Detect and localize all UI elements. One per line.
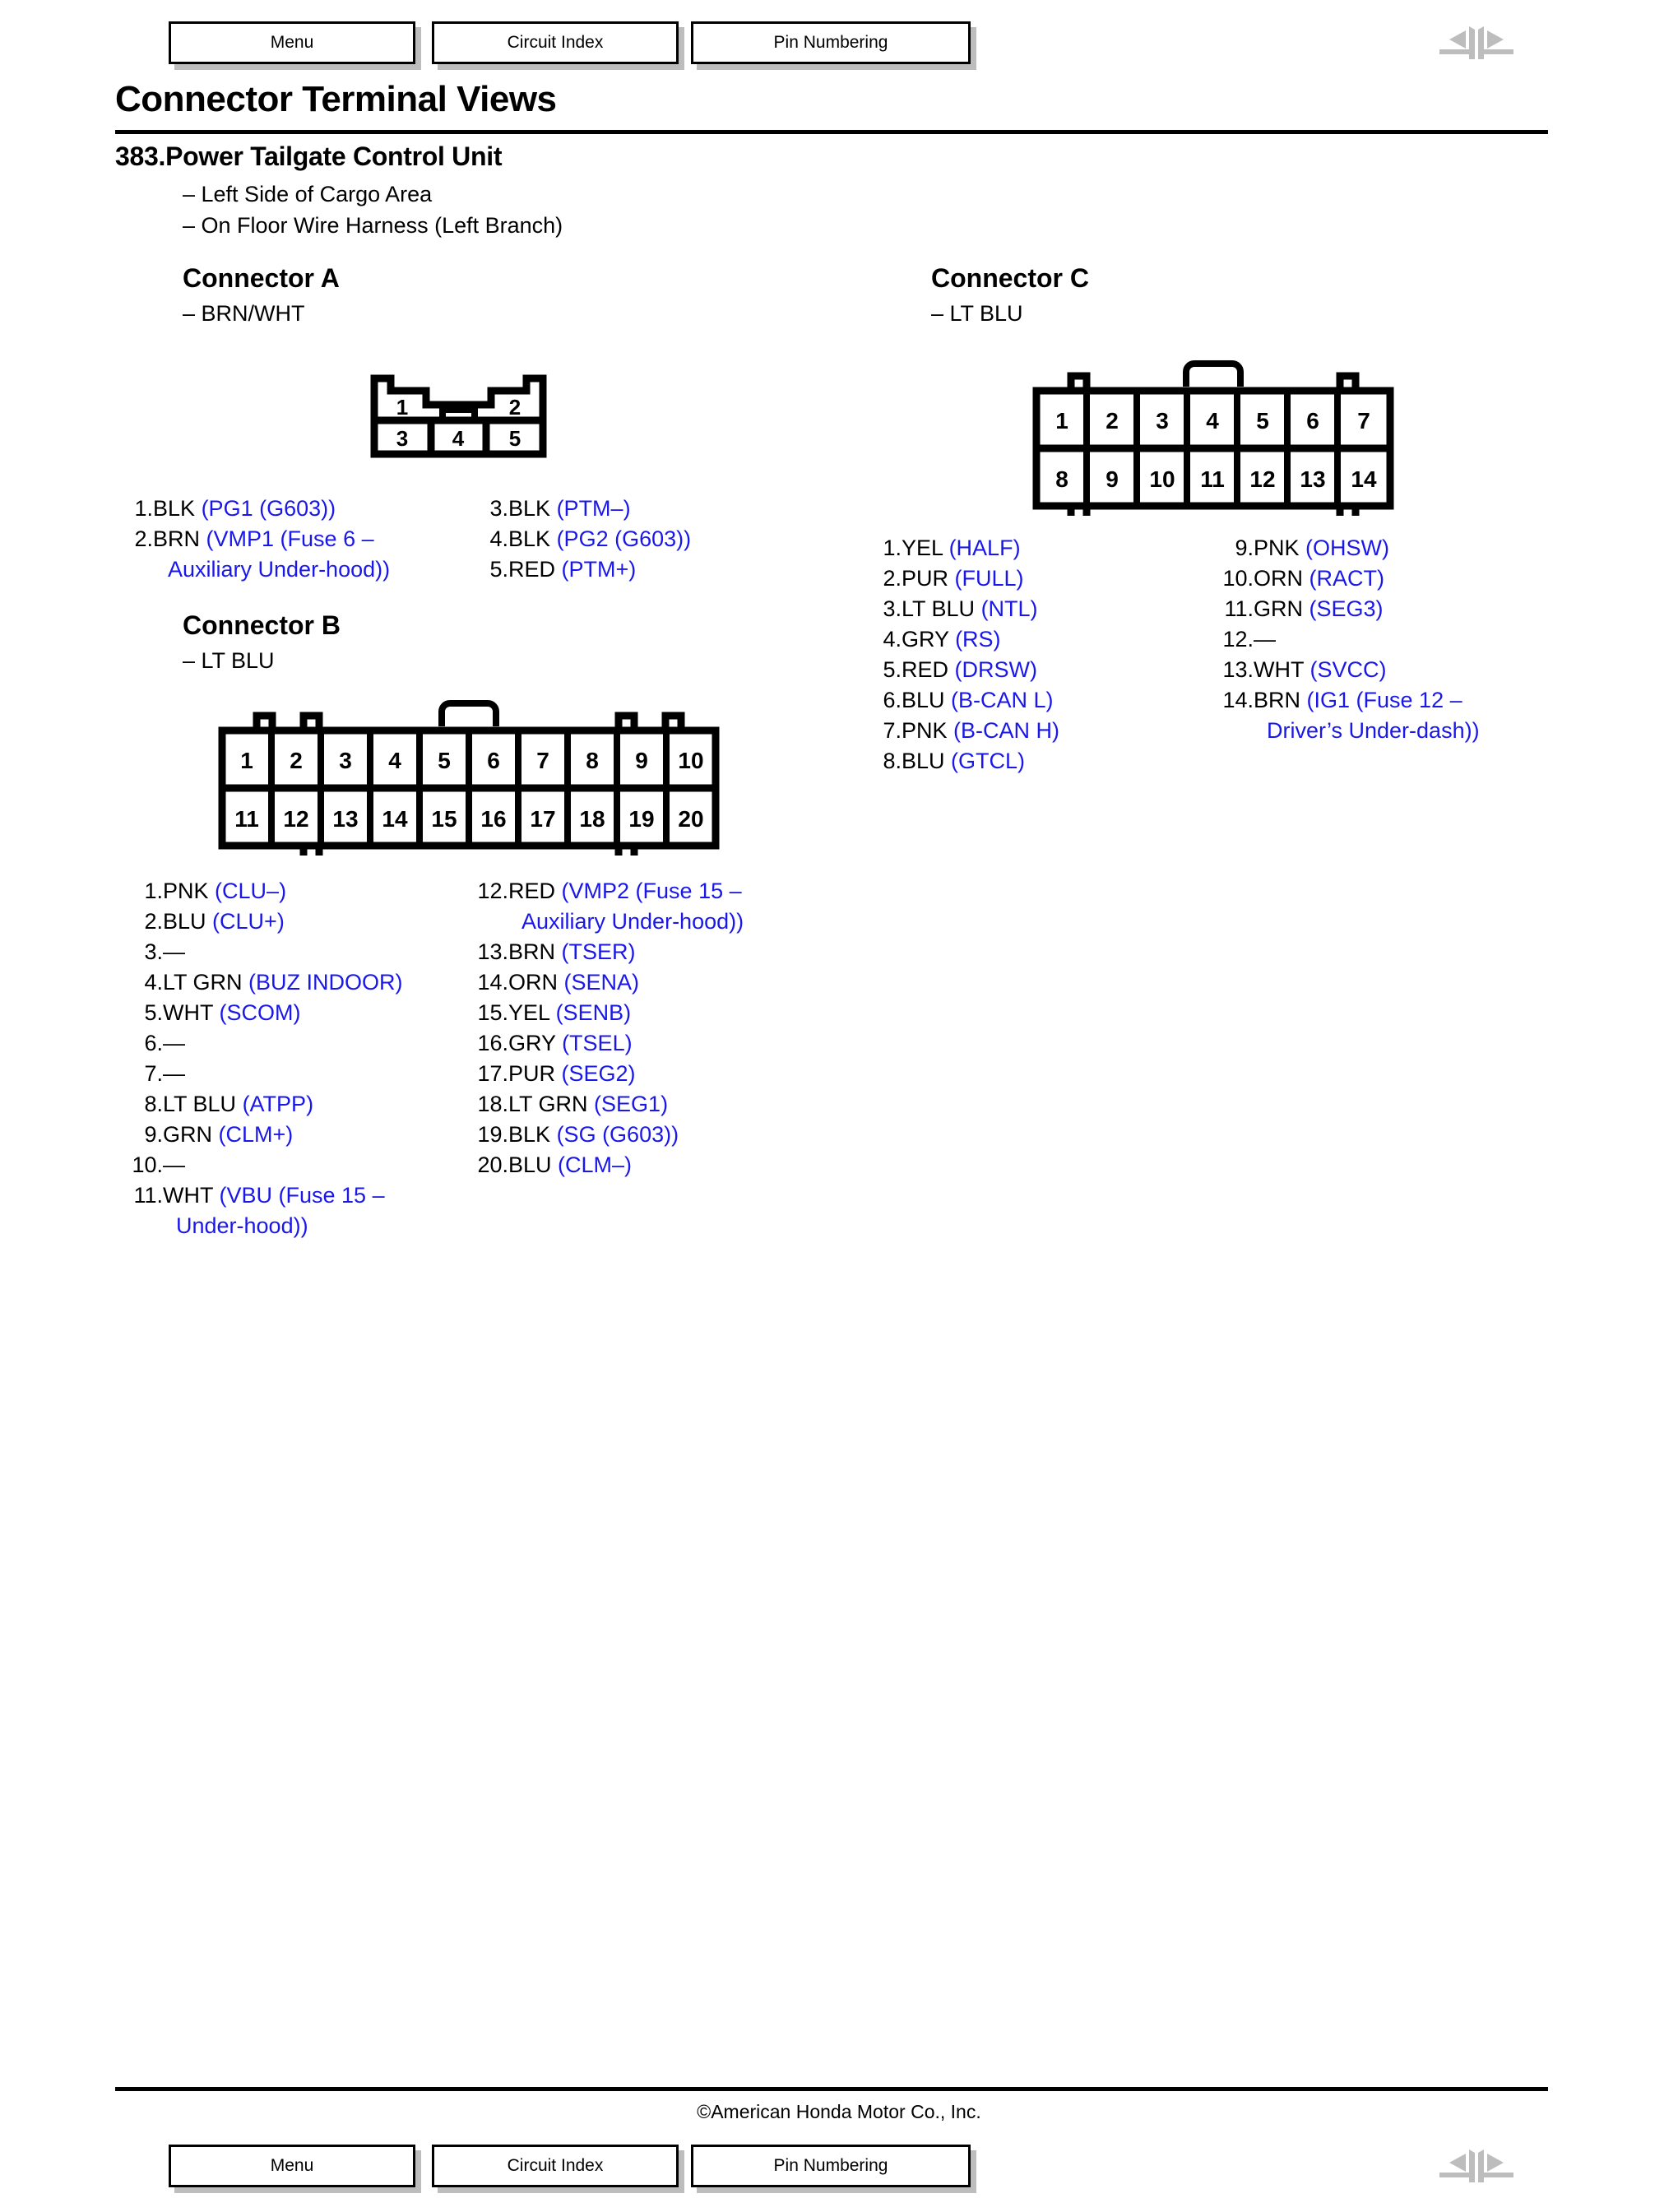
title-divider-rule xyxy=(115,130,1548,134)
pin-color: LT BLU xyxy=(902,596,976,621)
pin-signal: (SEG1) xyxy=(594,1092,669,1116)
pin-color: GRN xyxy=(163,1122,212,1147)
pin-signal-continued: Under-hood)) xyxy=(176,1213,308,1238)
pin-row xyxy=(125,1120,403,1150)
pin-signal: (HALF) xyxy=(948,536,1021,560)
pin-row xyxy=(130,524,390,585)
pin-signal: (SENB) xyxy=(555,1000,632,1025)
connector-b-terminal-diagram xyxy=(218,695,720,860)
pin-color: RED xyxy=(508,557,556,582)
pin-signal: (RS) xyxy=(955,627,1001,652)
pin-signal-continued: Driver’s Under-dash)) xyxy=(1267,718,1480,743)
bottom-navigation-bar xyxy=(0,2145,1678,2194)
pin-signal: (SVCC) xyxy=(1309,657,1387,682)
pin-cell-4: 4 xyxy=(388,748,401,773)
pin-cell-1: 1 xyxy=(1055,408,1068,434)
pin-row xyxy=(470,967,744,998)
pin-number: 1. xyxy=(144,879,163,903)
pin-cell-6: 6 xyxy=(1306,408,1319,434)
pin-row xyxy=(878,746,1059,777)
connector-a-color: – BRN/WHT xyxy=(183,301,305,326)
pin-signal: (PG1 (G603)) xyxy=(201,496,336,521)
pin-row xyxy=(1216,655,1480,685)
pin-row xyxy=(470,1059,744,1089)
next-page-arrow-icon xyxy=(1484,49,1513,54)
pin-cell-4: 4 xyxy=(452,426,465,451)
pin-cell-5: 5 xyxy=(438,748,451,773)
pin-color: PUR xyxy=(902,566,949,591)
pin-cell-3: 3 xyxy=(1156,408,1169,434)
pin-signal: (PTM+) xyxy=(561,557,637,582)
pin-color: — xyxy=(163,1152,185,1177)
circuit-index-button-top[interactable]: Circuit Index xyxy=(432,21,679,64)
pin-number: 6. xyxy=(144,1031,163,1055)
pin-cell-14: 14 xyxy=(382,806,408,832)
pin-number: 11. xyxy=(133,1183,163,1208)
pin-row xyxy=(125,937,403,967)
pin-number: 3. xyxy=(883,596,902,621)
pin-number: 8. xyxy=(144,1092,163,1116)
pin-cell-17: 17 xyxy=(530,806,556,832)
pin-color: BLU xyxy=(508,1152,552,1177)
pin-row xyxy=(878,533,1059,563)
pin-cell-2: 2 xyxy=(508,395,521,420)
pin-color: — xyxy=(1254,627,1276,652)
pin-cell-1: 1 xyxy=(396,395,409,420)
top-navigation-bar xyxy=(0,21,1678,71)
pin-color: BLK xyxy=(508,526,551,551)
pin-color: — xyxy=(163,1031,185,1055)
pin-cell-13: 13 xyxy=(332,806,359,832)
pin-row xyxy=(878,594,1059,624)
pin-numbering-button-bottom[interactable]: Pin Numbering xyxy=(691,2145,971,2187)
pin-number: 2. xyxy=(144,909,163,934)
connector-b-heading: Connector B xyxy=(183,610,341,640)
pin-number: 12. xyxy=(1222,627,1254,652)
pin-cell-7: 7 xyxy=(536,748,549,773)
pin-signal: (SCOM) xyxy=(219,1000,301,1025)
pin-numbering-button-top[interactable]: Pin Numbering xyxy=(691,21,971,64)
pin-signal: (SEG2) xyxy=(561,1061,636,1086)
pin-color: LT BLU xyxy=(163,1092,237,1116)
pin-cell-13: 13 xyxy=(1300,466,1326,492)
page-title: Connector Terminal Views xyxy=(115,79,557,119)
pin-number: 14. xyxy=(477,970,508,995)
pin-row xyxy=(125,1150,403,1180)
page-navigation-arrows-bottom[interactable] xyxy=(1431,2141,1530,2187)
pin-color: GRY xyxy=(902,627,949,652)
pin-row xyxy=(125,907,403,937)
previous-page-arrow-icon xyxy=(1439,49,1469,54)
pin-number: 4. xyxy=(883,627,902,652)
pin-color: BRN xyxy=(508,939,556,964)
connector-b-pinlist-left xyxy=(125,876,403,1241)
pin-number: 5. xyxy=(883,657,902,682)
menu-button-top[interactable]: Menu xyxy=(169,21,415,64)
pin-signal: (CLM+) xyxy=(218,1122,294,1147)
pin-cell-4: 4 xyxy=(1206,408,1219,434)
pin-cell-7: 7 xyxy=(1357,408,1370,434)
pin-signal: (ATPP) xyxy=(242,1092,314,1116)
pin-number: 9. xyxy=(1235,536,1254,560)
pin-number: 6. xyxy=(883,688,902,712)
pin-number: 4. xyxy=(489,526,508,551)
pin-number: 9. xyxy=(144,1122,163,1147)
pin-number: 17. xyxy=(477,1061,508,1086)
connector-c-pinlist-left xyxy=(878,533,1059,777)
connector-c-pinlist-right xyxy=(1216,533,1480,746)
pin-color: BLK xyxy=(508,496,551,521)
pin-number: 12. xyxy=(477,879,508,903)
pin-row xyxy=(470,1150,744,1180)
pin-signal: (SEG3) xyxy=(1309,596,1384,621)
pin-signal: (TSEL) xyxy=(562,1031,633,1055)
pin-row xyxy=(470,998,744,1028)
pin-row xyxy=(1216,533,1480,563)
pin-number: 16. xyxy=(477,1031,508,1055)
pin-signal: (CLU–) xyxy=(215,879,287,903)
connector-a-terminal-diagram xyxy=(370,355,547,462)
pin-cell-14: 14 xyxy=(1351,466,1377,492)
pin-cell-3: 3 xyxy=(396,426,409,451)
pin-number: 4. xyxy=(144,970,163,995)
pin-number: 1. xyxy=(883,536,902,560)
pin-row xyxy=(130,494,390,524)
pin-row xyxy=(878,624,1059,655)
connector-b-color: – LT BLU xyxy=(183,648,275,673)
pin-color: WHT xyxy=(163,1183,213,1208)
pin-color: LT GRN xyxy=(508,1092,588,1116)
pin-number: 10. xyxy=(1222,566,1254,591)
pin-cell-15: 15 xyxy=(431,806,457,832)
pin-row xyxy=(470,1028,744,1059)
pin-cell-3: 3 xyxy=(339,748,352,773)
connector-b-pinlist-right xyxy=(470,876,744,1180)
copyright-notice: ©American Honda Motor Co., Inc. xyxy=(697,2101,981,2122)
footer-divider-rule xyxy=(115,2087,1548,2091)
menu-button-bottom[interactable]: Menu xyxy=(169,2145,415,2187)
pin-row xyxy=(125,1089,403,1120)
pin-number: 7. xyxy=(883,718,902,743)
pin-color: PNK xyxy=(1254,536,1300,560)
pin-signal-continued: Auxiliary Under-hood)) xyxy=(521,909,744,934)
pin-signal-continued: Auxiliary Under-hood)) xyxy=(168,557,391,582)
pin-signal: (CLM–) xyxy=(558,1152,633,1177)
pin-cell-6: 6 xyxy=(487,748,500,773)
pin-color: ORN xyxy=(1254,566,1303,591)
circuit-index-button-bottom[interactable]: Circuit Index xyxy=(432,2145,679,2187)
pin-color: PNK xyxy=(902,718,948,743)
pin-row xyxy=(1216,624,1480,655)
pin-cell-8: 8 xyxy=(586,748,599,773)
next-page-arrow-icon xyxy=(1484,2173,1513,2177)
pin-row xyxy=(485,494,691,524)
pin-color: BRN xyxy=(153,526,201,551)
pin-cell-5: 5 xyxy=(508,426,521,451)
pin-number: 2. xyxy=(883,566,902,591)
pin-row xyxy=(1216,685,1480,746)
pin-row xyxy=(470,876,744,937)
pin-signal: (CLU+) xyxy=(212,909,285,934)
pin-signal: (GTCL) xyxy=(951,749,1026,773)
pin-color: BLK xyxy=(508,1122,551,1147)
pin-row xyxy=(878,655,1059,685)
pin-signal: (VBU (Fuse 15 – xyxy=(219,1183,385,1208)
pin-number: 11. xyxy=(1224,596,1254,621)
pin-row xyxy=(878,685,1059,716)
pin-number: 1. xyxy=(134,496,153,521)
pin-row xyxy=(470,1089,744,1120)
pin-number: 5. xyxy=(144,1000,163,1025)
pin-cell-9: 9 xyxy=(635,748,648,773)
page-navigation-arrows-top[interactable] xyxy=(1431,18,1530,64)
pin-color: WHT xyxy=(1254,657,1304,682)
pin-cell-1: 1 xyxy=(240,748,253,773)
pin-cell-10: 10 xyxy=(1149,466,1175,492)
pin-number: 8. xyxy=(883,749,902,773)
pin-row xyxy=(125,1028,403,1059)
pin-color: BLK xyxy=(153,496,196,521)
connector-c-terminal-diagram xyxy=(1032,355,1394,520)
pin-color: RED xyxy=(508,879,556,903)
pin-number: 14. xyxy=(1222,688,1254,712)
unit-title: 383.Power Tailgate Control Unit xyxy=(115,141,503,171)
location-line-1: – Left Side of Cargo Area xyxy=(183,182,433,206)
pin-row xyxy=(878,716,1059,746)
pin-signal: (SG (G603)) xyxy=(556,1122,679,1147)
pin-cell-10: 10 xyxy=(678,748,704,773)
pin-cell-20: 20 xyxy=(678,806,704,832)
pin-color: YEL xyxy=(508,1000,550,1025)
pin-number: 20. xyxy=(477,1152,508,1177)
pin-color: BLU xyxy=(902,688,945,712)
pin-signal: (B-CAN H) xyxy=(953,718,1060,743)
pin-color: WHT xyxy=(163,1000,213,1025)
pin-signal: (PTM–) xyxy=(556,496,631,521)
pin-cell-8: 8 xyxy=(1055,466,1068,492)
pin-signal: (VMP2 (Fuse 15 – xyxy=(561,879,742,903)
pin-number: 13. xyxy=(1222,657,1254,682)
pin-signal: (TSER) xyxy=(561,939,636,964)
connector-c-color: – LT BLU xyxy=(931,301,1023,326)
pin-signal: (NTL) xyxy=(980,596,1038,621)
pin-number: 10. xyxy=(132,1152,163,1177)
pin-cell-2: 2 xyxy=(290,748,303,773)
pin-row xyxy=(125,998,403,1028)
pin-number: 3. xyxy=(489,496,508,521)
pin-color: RED xyxy=(902,657,949,682)
pin-color: PNK xyxy=(163,879,209,903)
pin-cell-5: 5 xyxy=(1256,408,1269,434)
pin-color: YEL xyxy=(902,536,943,560)
pin-number: 19. xyxy=(477,1122,508,1147)
connector-a-heading: Connector A xyxy=(183,263,340,293)
connector-a-pinlist-left xyxy=(130,494,390,585)
pin-cell-12: 12 xyxy=(1249,466,1276,492)
pin-color: GRY xyxy=(508,1031,556,1055)
pin-color: GRN xyxy=(1254,596,1303,621)
pin-signal: (RACT) xyxy=(1309,566,1384,591)
pin-number: 15. xyxy=(477,1000,508,1025)
pin-signal: (SENA) xyxy=(563,970,640,995)
pin-color: BLU xyxy=(902,749,945,773)
pin-cell-19: 19 xyxy=(628,806,655,832)
pin-cell-16: 16 xyxy=(480,806,507,832)
pin-number: 7. xyxy=(144,1061,163,1086)
pin-signal: (BUZ INDOOR) xyxy=(248,970,403,995)
pin-row xyxy=(125,967,403,998)
pin-signal: (FULL) xyxy=(954,566,1024,591)
pin-signal: (PG2 (G603)) xyxy=(556,526,692,551)
pin-row xyxy=(1216,563,1480,594)
pin-row xyxy=(485,554,691,585)
pin-row xyxy=(470,1120,744,1150)
pin-number: 5. xyxy=(489,557,508,582)
pin-row xyxy=(125,1180,403,1241)
pin-row xyxy=(470,937,744,967)
pin-cell-18: 18 xyxy=(579,806,605,832)
pin-row xyxy=(878,563,1059,594)
connector-c-heading: Connector C xyxy=(931,263,1089,293)
pin-row xyxy=(125,876,403,907)
pin-color: PUR xyxy=(508,1061,556,1086)
pin-signal: (OHSW) xyxy=(1305,536,1390,560)
pin-cell-9: 9 xyxy=(1106,466,1119,492)
pin-color: BLU xyxy=(163,909,206,934)
pin-color: ORN xyxy=(508,970,558,995)
pin-cell-2: 2 xyxy=(1106,408,1119,434)
pin-signal: (VMP1 (Fuse 6 – xyxy=(206,526,374,551)
pin-row xyxy=(1216,594,1480,624)
pin-color: — xyxy=(163,939,185,964)
pin-number: 3. xyxy=(144,939,163,964)
pin-number: 2. xyxy=(134,526,153,551)
pin-signal: (IG1 (Fuse 12 – xyxy=(1306,688,1462,712)
pin-color: BRN xyxy=(1254,688,1301,712)
connector-a-pinlist-right xyxy=(485,494,691,585)
location-line-2: – On Floor Wire Harness (Left Branch) xyxy=(183,213,563,238)
previous-page-arrow-icon xyxy=(1439,2173,1469,2177)
pin-color: — xyxy=(163,1061,185,1086)
pin-number: 18. xyxy=(477,1092,508,1116)
pin-color: LT GRN xyxy=(163,970,243,995)
pin-cell-11: 11 xyxy=(234,806,259,832)
pin-signal: (DRSW) xyxy=(954,657,1038,682)
pin-cell-11: 11 xyxy=(1200,466,1225,492)
pin-number: 13. xyxy=(477,939,508,964)
pin-cell-12: 12 xyxy=(283,806,309,832)
pin-row xyxy=(125,1059,403,1089)
pin-row xyxy=(485,524,691,554)
pin-signal: (B-CAN L) xyxy=(951,688,1054,712)
